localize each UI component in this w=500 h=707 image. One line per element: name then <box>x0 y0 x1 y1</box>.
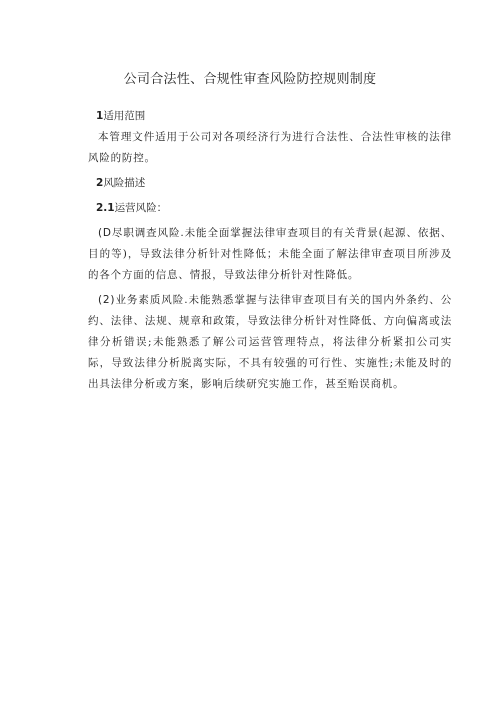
section-2-1-title: 运营风险： <box>114 202 168 214</box>
section-2-1-heading <box>96 198 452 219</box>
risk-item-2-marker: (2) <box>98 294 116 306</box>
document-body <box>88 106 452 395</box>
section-2-heading <box>96 173 452 194</box>
section-1-heading <box>96 106 452 127</box>
section-2-number: 2 <box>96 177 104 189</box>
document-title: 公司合法性、合规性审查风险防控规则制度 <box>123 72 377 87</box>
section-2-title: 风险描述 <box>103 177 146 189</box>
section-2-1-number: 2.1 <box>96 202 115 214</box>
risk-item-2 <box>88 290 452 395</box>
risk-item-2-text: 业务素质风险.未能熟悉掌握与法律审查项目有关的国内外条约、公约、法律、法规、规章和政策，导致法律分析针对性降低、方向偏离或法律分析错误;未能熟悉了解公司运营管理特点，将法律分析紧扣公司实际，导致法律分析脱离实际，不具有较强的可行性、实施性;未能及时的出具法律分析或方案，影响后续研究实施工作，甚至贻误商机。 <box>88 294 452 390</box>
risk-item-1-marker: (D <box>98 227 112 239</box>
section-1-title: 适用范围 <box>103 110 146 122</box>
section-1-number: 1 <box>96 110 104 122</box>
risk-item-1-text: 尽职调查风险.未能全面掌握法律审查项目的有关背景(起源、依据、目的等)，导致法律分析针对性降低；未能全面了解法律审查项目所涉及的各个方面的信息、情报，导致法律分析针对性降低。 <box>88 227 452 281</box>
risk-item-1 <box>88 223 452 286</box>
section-1-paragraph: 本管理文件适用于公司对各项经济行为进行合法性、合法性审核的法律风险的防控。 <box>88 131 452 164</box>
